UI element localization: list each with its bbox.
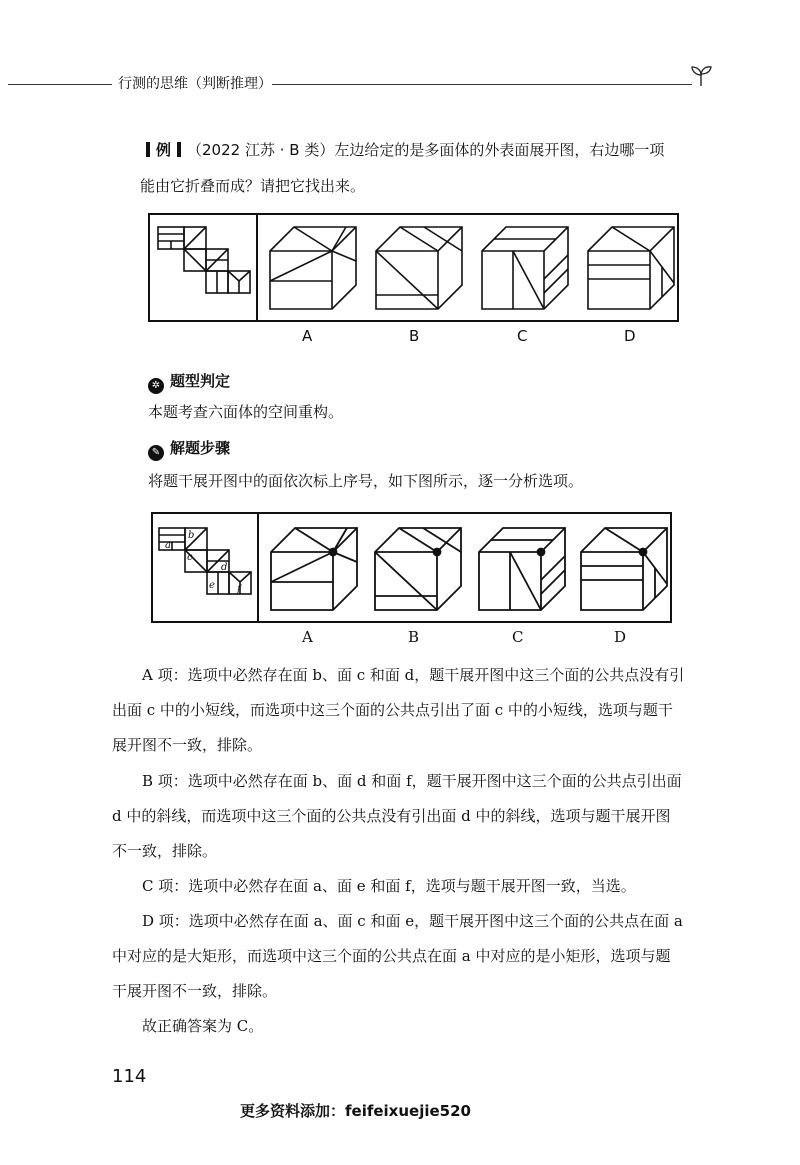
fig2-label-d: D	[614, 628, 627, 646]
pencil-icon: ✎	[148, 445, 164, 461]
header-title: 行测的思维（判断推理）	[118, 76, 272, 92]
analysis-b-line3: 不一致，排除。	[112, 842, 218, 860]
face-label-d: d	[221, 562, 228, 573]
example-tag: 例	[156, 141, 172, 159]
example-line1: （2022 江苏 · B 类）左边给定的是多面体的外表面展开图，右边哪一项	[187, 141, 665, 159]
fig2-label-b: B	[408, 628, 420, 646]
header-rule-right	[272, 84, 692, 85]
face-label-f: f	[237, 584, 241, 595]
analysis-a-line3: 展开图不一致，排除。	[112, 736, 263, 754]
analysis-a-line1: A 项：选项中必然存在面 b、面 c 和面 d，题干展开图中这三个面的公共点没有引	[142, 666, 685, 684]
analysis-d-line1: D 项：选项中必然存在面 a、面 c 和面 e，题干展开图中这三个面的公共点在面 a	[142, 912, 683, 930]
labeled-net-diagram	[157, 526, 255, 612]
analysis-d-line3: 干展开图不一致，排除。	[112, 982, 278, 1000]
figure-1	[148, 213, 679, 322]
analysis-a-line2: 出面 c 中的小短线，而选项中这三个面的公共点引出了面 c 中的小短线，选项与题干	[112, 701, 673, 719]
analysis-d-line2: 中对应的是大矩形，而选项中这三个面的公共点在面 a 中对应的是小矩形，选项与题	[112, 947, 671, 965]
face-label-b: b	[188, 530, 195, 541]
cube-option-a	[266, 221, 362, 315]
example-question	[140, 140, 664, 160]
fig1-label-a: A	[302, 327, 313, 345]
section-question-type-title: 题型判定	[170, 372, 231, 390]
cube-option-c	[478, 221, 574, 315]
header-rule-left	[8, 84, 112, 85]
tag-bar-left	[146, 142, 150, 157]
fig2-label-c: C	[512, 628, 524, 646]
face-label-c: c	[187, 552, 193, 563]
cube-option-c-marked	[475, 522, 571, 616]
fig2-label-a: A	[302, 628, 313, 646]
section-question-type-text: 本题考查六面体的空间重构。	[148, 403, 344, 421]
analysis-b-line1: B 项：选项中必然存在面 b、面 d 和面 f，题干展开图中这三个面的公共点引出面	[142, 772, 682, 790]
sprout-icon	[688, 62, 714, 88]
section-solution-steps-text: 将题干展开图中的面依次标上序号，如下图所示，逐一分析选项。	[148, 472, 584, 490]
cube-option-d-marked	[577, 522, 673, 616]
analysis-c-line1: C 项：选项中必然存在面 a、面 e 和面 f，选项与题干展开图一致，当选。	[142, 877, 636, 895]
cube-option-d	[584, 221, 680, 315]
page-number: 114	[112, 1066, 147, 1087]
cube-option-b	[372, 221, 468, 315]
section-solution-steps-title: 解题步骤	[170, 439, 231, 457]
cube-option-b-marked	[371, 522, 467, 616]
section-solution-steps	[148, 437, 230, 461]
fig1-label-d: D	[624, 327, 636, 345]
conclusion: 故正确答案为 C。	[142, 1017, 264, 1035]
footer-contact: 更多资料添加：feifeixuejie520	[240, 1102, 471, 1120]
net-diagram	[156, 225, 254, 311]
figure-1-divider	[256, 215, 258, 320]
example-line2: 能由它折叠而成？请把它找出来。	[140, 177, 366, 195]
face-label-a: a	[165, 540, 171, 551]
tag-bar-right	[177, 142, 181, 157]
section-question-type	[148, 370, 230, 394]
cube-option-a-marked	[267, 522, 363, 616]
gear-icon: ✲	[148, 378, 164, 394]
face-label-e: e	[209, 580, 215, 591]
fig1-label-b: B	[409, 327, 420, 345]
figure-2-divider	[257, 514, 259, 621]
fig1-label-c: C	[517, 327, 528, 345]
analysis-b-line2: d 中的斜线，而选项中这三个面的公共点没有引出面 d 中的斜线，选项与题干展开图	[112, 807, 671, 825]
figure-2	[151, 512, 672, 623]
